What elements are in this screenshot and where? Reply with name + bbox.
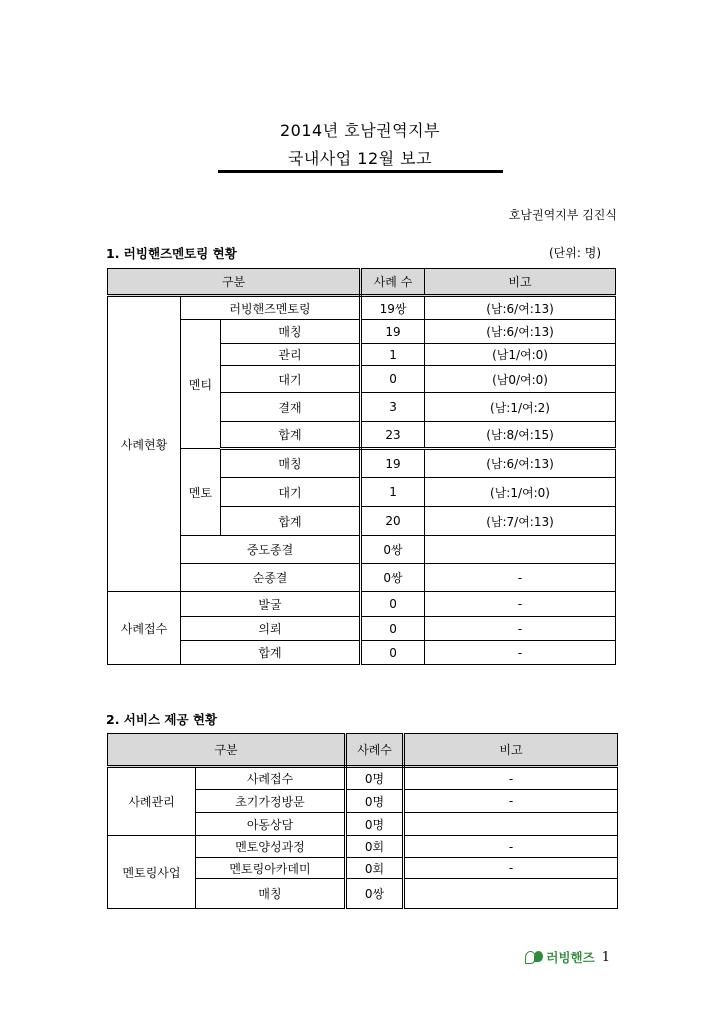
- row-count: 19쌍: [361, 296, 425, 320]
- row-label: 사례접수: [196, 767, 346, 790]
- row-count: 19: [361, 320, 425, 344]
- subgroup-mentor: 멘토: [181, 449, 221, 536]
- brand-name: 러빙핸즈: [546, 950, 595, 965]
- group-mentoring-project: 멘토링사업: [108, 836, 196, 909]
- report-author: 호남권역지부 김진식: [508, 208, 617, 222]
- row-label: 발굴: [181, 592, 361, 617]
- leaf-filled-icon: [534, 951, 543, 962]
- title-underline: [218, 170, 503, 173]
- header-note: 비고: [425, 269, 616, 296]
- row-count: 0: [361, 592, 425, 617]
- row-note: -: [404, 836, 618, 858]
- table-row: [108, 449, 616, 478]
- table-row: [108, 592, 616, 617]
- row-count: 1: [361, 478, 425, 507]
- row-count: 3: [361, 393, 425, 422]
- row-label: 순종결: [181, 564, 361, 592]
- row-count: 0쌍: [361, 536, 425, 564]
- row-label: 대기: [221, 478, 361, 507]
- section1-heading: 1. 러빙핸즈멘토링 현황: [106, 246, 237, 261]
- row-note: -: [425, 641, 616, 665]
- row-label: 중도종결: [181, 536, 361, 564]
- row-label: 매칭: [196, 879, 346, 909]
- header-count: 사례수: [346, 734, 404, 767]
- report-title-line1: 2014년 호남권역지부: [280, 121, 440, 140]
- group-case-status: 사례현황: [108, 296, 181, 592]
- row-count: 0명: [346, 790, 404, 813]
- row-count: 0명: [346, 813, 404, 836]
- row-label: 러빙핸즈멘토링: [181, 296, 361, 320]
- row-label: 합계: [221, 507, 361, 536]
- row-count: 20: [361, 507, 425, 536]
- row-label: 매칭: [221, 320, 361, 344]
- row-note: (남:6/여:13): [425, 449, 616, 478]
- row-label: 초기가정방문: [196, 790, 346, 813]
- row-label: 대기: [221, 366, 361, 393]
- row-count: 0쌍: [346, 879, 404, 909]
- row-note: -: [425, 592, 616, 617]
- header-category: 구분: [108, 734, 346, 767]
- leaf-logo-icon: [525, 951, 543, 964]
- section2-heading: 2. 서비스 제공 현황: [106, 712, 218, 727]
- row-note: -: [425, 564, 616, 592]
- row-note: (남:1/여:0): [425, 478, 616, 507]
- row-label: 멘토링아카데미: [196, 858, 346, 879]
- row-count: 1: [361, 344, 425, 366]
- row-label: 결재: [221, 393, 361, 422]
- subgroup-mentee: 멘티: [181, 320, 221, 449]
- row-note: -: [404, 858, 618, 879]
- header-count: 사례 수: [361, 269, 425, 296]
- table-header-row: [108, 269, 616, 296]
- table-row: [108, 641, 616, 665]
- table-header-row: [108, 734, 618, 767]
- row-note: (남0/여:0): [425, 366, 616, 393]
- table-row: [108, 836, 618, 858]
- table-row: [108, 536, 616, 564]
- row-note: [404, 813, 618, 836]
- group-case-intake: 사례접수: [108, 592, 181, 665]
- header-category: 구분: [108, 269, 361, 296]
- unit-label: (단위: 명): [549, 246, 601, 260]
- row-label: 매칭: [221, 449, 361, 478]
- table-row: [108, 564, 616, 592]
- row-count: 0회: [346, 836, 404, 858]
- row-count: 23: [361, 422, 425, 449]
- row-note: (남:1/여:2): [425, 393, 616, 422]
- page-footer: [525, 948, 610, 966]
- row-note: -: [404, 767, 618, 790]
- table-row: [108, 617, 616, 641]
- row-note: -: [404, 790, 618, 813]
- row-count: 0명: [346, 767, 404, 790]
- row-count: 0: [361, 617, 425, 641]
- row-count: 0쌍: [361, 564, 425, 592]
- row-label: 관리: [221, 344, 361, 366]
- table-row: [108, 296, 616, 320]
- row-note: (남1/여:0): [425, 344, 616, 366]
- row-note: (남:6/여:13): [425, 296, 616, 320]
- row-note: (남:8/여:15): [425, 422, 616, 449]
- row-label: 합계: [221, 422, 361, 449]
- row-label: 합계: [181, 641, 361, 665]
- page-number: 1: [601, 949, 610, 965]
- table-row: [108, 320, 616, 344]
- row-label: 멘토양성과정: [196, 836, 346, 858]
- row-note: -: [425, 617, 616, 641]
- header-note: 비고: [404, 734, 618, 767]
- row-note: [404, 879, 618, 909]
- row-note: (남:7/여:13): [425, 507, 616, 536]
- mentoring-status-table: [107, 268, 616, 665]
- row-count: 0: [361, 641, 425, 665]
- row-note: (남:6/여:13): [425, 320, 616, 344]
- table-row: [108, 767, 618, 790]
- service-status-table: [107, 733, 618, 909]
- group-case-management: 사례관리: [108, 767, 196, 836]
- row-count: 0회: [346, 858, 404, 879]
- row-note: [425, 536, 616, 564]
- row-count: 0: [361, 366, 425, 393]
- row-label: 의뢰: [181, 617, 361, 641]
- report-title-line2: 국내사업 12월 보고: [287, 149, 433, 168]
- row-count: 19: [361, 449, 425, 478]
- row-label: 아동상담: [196, 813, 346, 836]
